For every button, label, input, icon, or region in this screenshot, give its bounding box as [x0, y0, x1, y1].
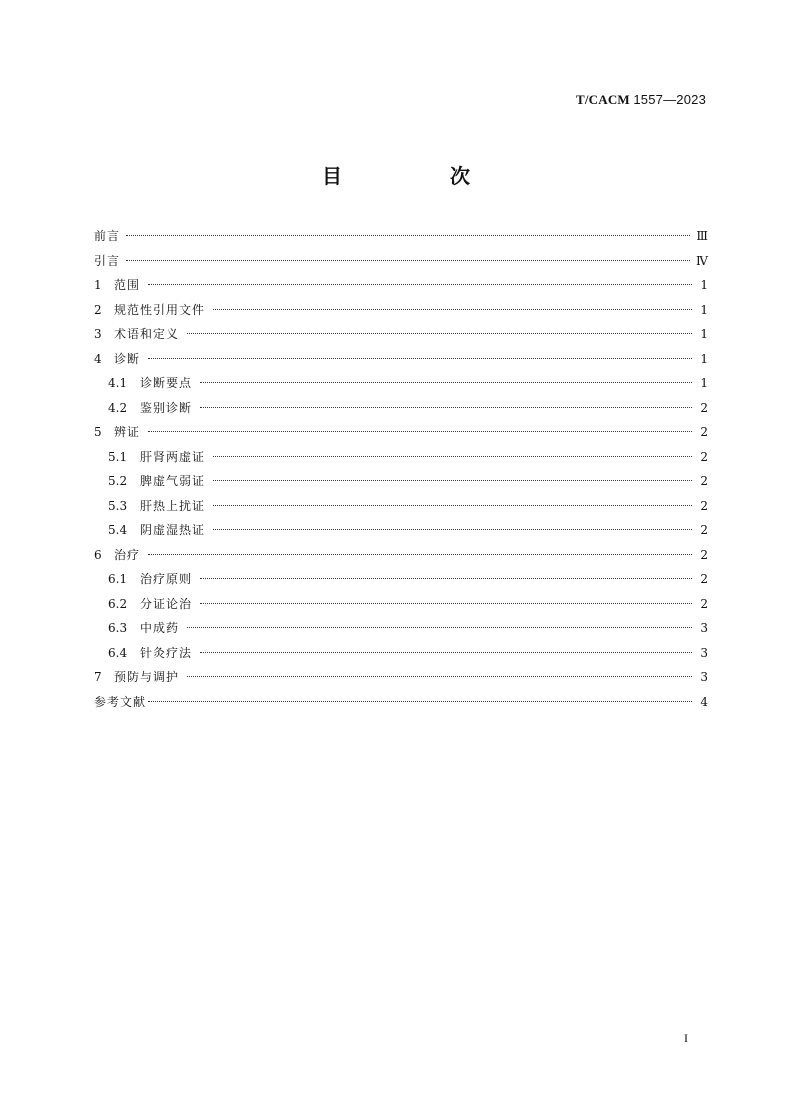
toc-dot-leader — [148, 358, 692, 359]
standard-prefix: T/CACM — [575, 92, 630, 107]
toc-entry-page: 2 — [700, 474, 708, 488]
toc-dot-leader — [200, 652, 692, 653]
toc-entry-title: 针灸疗法 — [140, 645, 193, 660]
toc-entry-page: 1 — [700, 302, 708, 317]
toc-entry-page: 2 — [700, 498, 708, 513]
toc-entry-title: 阴虚湿热证 — [140, 523, 206, 537]
toc-entry[interactable] — [94, 326, 708, 351]
toc-entry-number: 6.3 — [108, 621, 128, 635]
toc-entry-number: 4.1 — [108, 376, 128, 390]
toc-entry-page: 1 — [700, 327, 708, 341]
toc-dot-leader — [148, 554, 692, 555]
toc-dot-leader — [213, 456, 692, 457]
toc-entry-number: 5.3 — [108, 498, 128, 513]
toc-entry-number: 2 — [94, 302, 102, 317]
toc-entry[interactable] — [94, 277, 708, 302]
toc-entry-page: 2 — [700, 449, 708, 464]
toc-dot-leader — [187, 333, 692, 334]
toc-dot-leader — [187, 627, 692, 628]
toc-dot-leader — [200, 407, 692, 408]
toc-entry-page: 1 — [700, 278, 708, 292]
table-of-contents — [94, 228, 708, 718]
toc-dot-leader — [200, 578, 692, 579]
toc-entry-page: Ⅳ — [696, 253, 708, 268]
toc-entry[interactable] — [94, 228, 708, 253]
toc-entry-number: 3 — [94, 327, 102, 341]
toc-entry-page: 3 — [700, 670, 708, 684]
toc-entry-page: 2 — [700, 596, 708, 611]
toc-dot-leader — [148, 431, 692, 432]
toc-entry-number: 4.2 — [108, 400, 128, 415]
toc-entry-page: 2 — [700, 547, 708, 562]
toc-entry-number: 6.2 — [108, 596, 128, 611]
toc-entry[interactable] — [94, 645, 708, 670]
toc-entry-page: 3 — [700, 621, 708, 635]
toc-entry-page: Ⅲ — [696, 229, 708, 243]
page-title: 目 次 — [322, 164, 514, 188]
toc-entry-title: 预防与调护 — [114, 670, 180, 684]
toc-entry-title: 参考文献 — [94, 694, 147, 709]
toc-entry[interactable] — [94, 400, 708, 425]
toc-entry-title: 前言 — [94, 229, 121, 243]
toc-entry[interactable] — [94, 694, 708, 719]
toc-entry-number: 6.4 — [108, 645, 128, 660]
toc-entry[interactable] — [94, 302, 708, 327]
toc-entry-number: 1 — [94, 278, 102, 292]
toc-entry[interactable] — [94, 424, 708, 449]
toc-entry-page: 4 — [700, 694, 708, 709]
toc-entry[interactable] — [94, 498, 708, 523]
toc-entry[interactable] — [94, 253, 708, 278]
toc-entry-title: 鉴别诊断 — [140, 400, 193, 415]
toc-entry-page: 1 — [700, 376, 708, 390]
toc-entry-title: 治疗原则 — [140, 572, 193, 586]
toc-entry[interactable] — [94, 473, 708, 498]
toc-entry-page: 1 — [700, 351, 708, 366]
toc-entry-number: 4 — [94, 351, 102, 366]
toc-entry[interactable] — [94, 669, 708, 694]
toc-entry-title: 诊断 — [114, 351, 141, 366]
toc-dot-leader — [213, 529, 692, 530]
toc-entry[interactable] — [94, 547, 708, 572]
toc-entry-page: 2 — [700, 400, 708, 415]
standard-code — [576, 92, 706, 108]
toc-dot-leader — [213, 309, 692, 310]
toc-entry[interactable] — [94, 571, 708, 596]
toc-entry-title: 分证论治 — [140, 596, 193, 611]
toc-dot-leader — [213, 480, 692, 481]
toc-dot-leader — [126, 235, 690, 236]
toc-entry-number: 5.2 — [108, 474, 128, 488]
toc-entry-title: 肝肾两虚证 — [140, 449, 206, 464]
toc-entry-title: 脾虚气弱证 — [140, 474, 206, 488]
toc-entry-number: 6 — [94, 547, 102, 562]
toc-entry-number: 5.1 — [108, 449, 128, 464]
toc-entry-page: 3 — [700, 645, 708, 660]
toc-entry-title: 规范性引用文件 — [114, 302, 206, 317]
toc-entry-title: 引言 — [94, 253, 121, 268]
standard-number: 1557—2023 — [633, 92, 706, 107]
toc-entry[interactable] — [94, 375, 708, 400]
toc-entry-number: 7 — [94, 670, 102, 684]
toc-dot-leader — [200, 382, 692, 383]
toc-entry[interactable] — [94, 596, 708, 621]
toc-dot-leader — [126, 260, 690, 261]
toc-entry-title: 辨证 — [114, 425, 141, 439]
toc-dot-leader — [148, 284, 692, 285]
toc-entry-title: 治疗 — [114, 547, 141, 562]
toc-entry-number: 6.1 — [108, 572, 128, 586]
toc-entry[interactable] — [94, 620, 708, 645]
toc-entry[interactable] — [94, 449, 708, 474]
toc-entry-title: 范围 — [114, 278, 141, 292]
toc-dot-leader — [187, 676, 692, 677]
toc-entry[interactable] — [94, 351, 708, 376]
toc-dot-leader — [200, 603, 692, 604]
toc-dot-leader — [213, 505, 692, 506]
toc-entry-page: 2 — [700, 572, 708, 586]
toc-entry-number: 5 — [94, 425, 102, 439]
toc-entry-page: 2 — [700, 523, 708, 537]
toc-entry-page: 2 — [700, 425, 708, 439]
toc-entry-title: 中成药 — [140, 621, 180, 635]
toc-dot-leader — [148, 701, 692, 702]
toc-entry[interactable] — [94, 522, 708, 547]
toc-entry-title: 肝热上扰证 — [140, 498, 206, 513]
toc-entry-title: 诊断要点 — [140, 376, 193, 390]
page-number: I — [684, 1031, 688, 1045]
toc-entry-number: 5.4 — [108, 523, 128, 537]
toc-entry-title: 术语和定义 — [114, 327, 180, 341]
